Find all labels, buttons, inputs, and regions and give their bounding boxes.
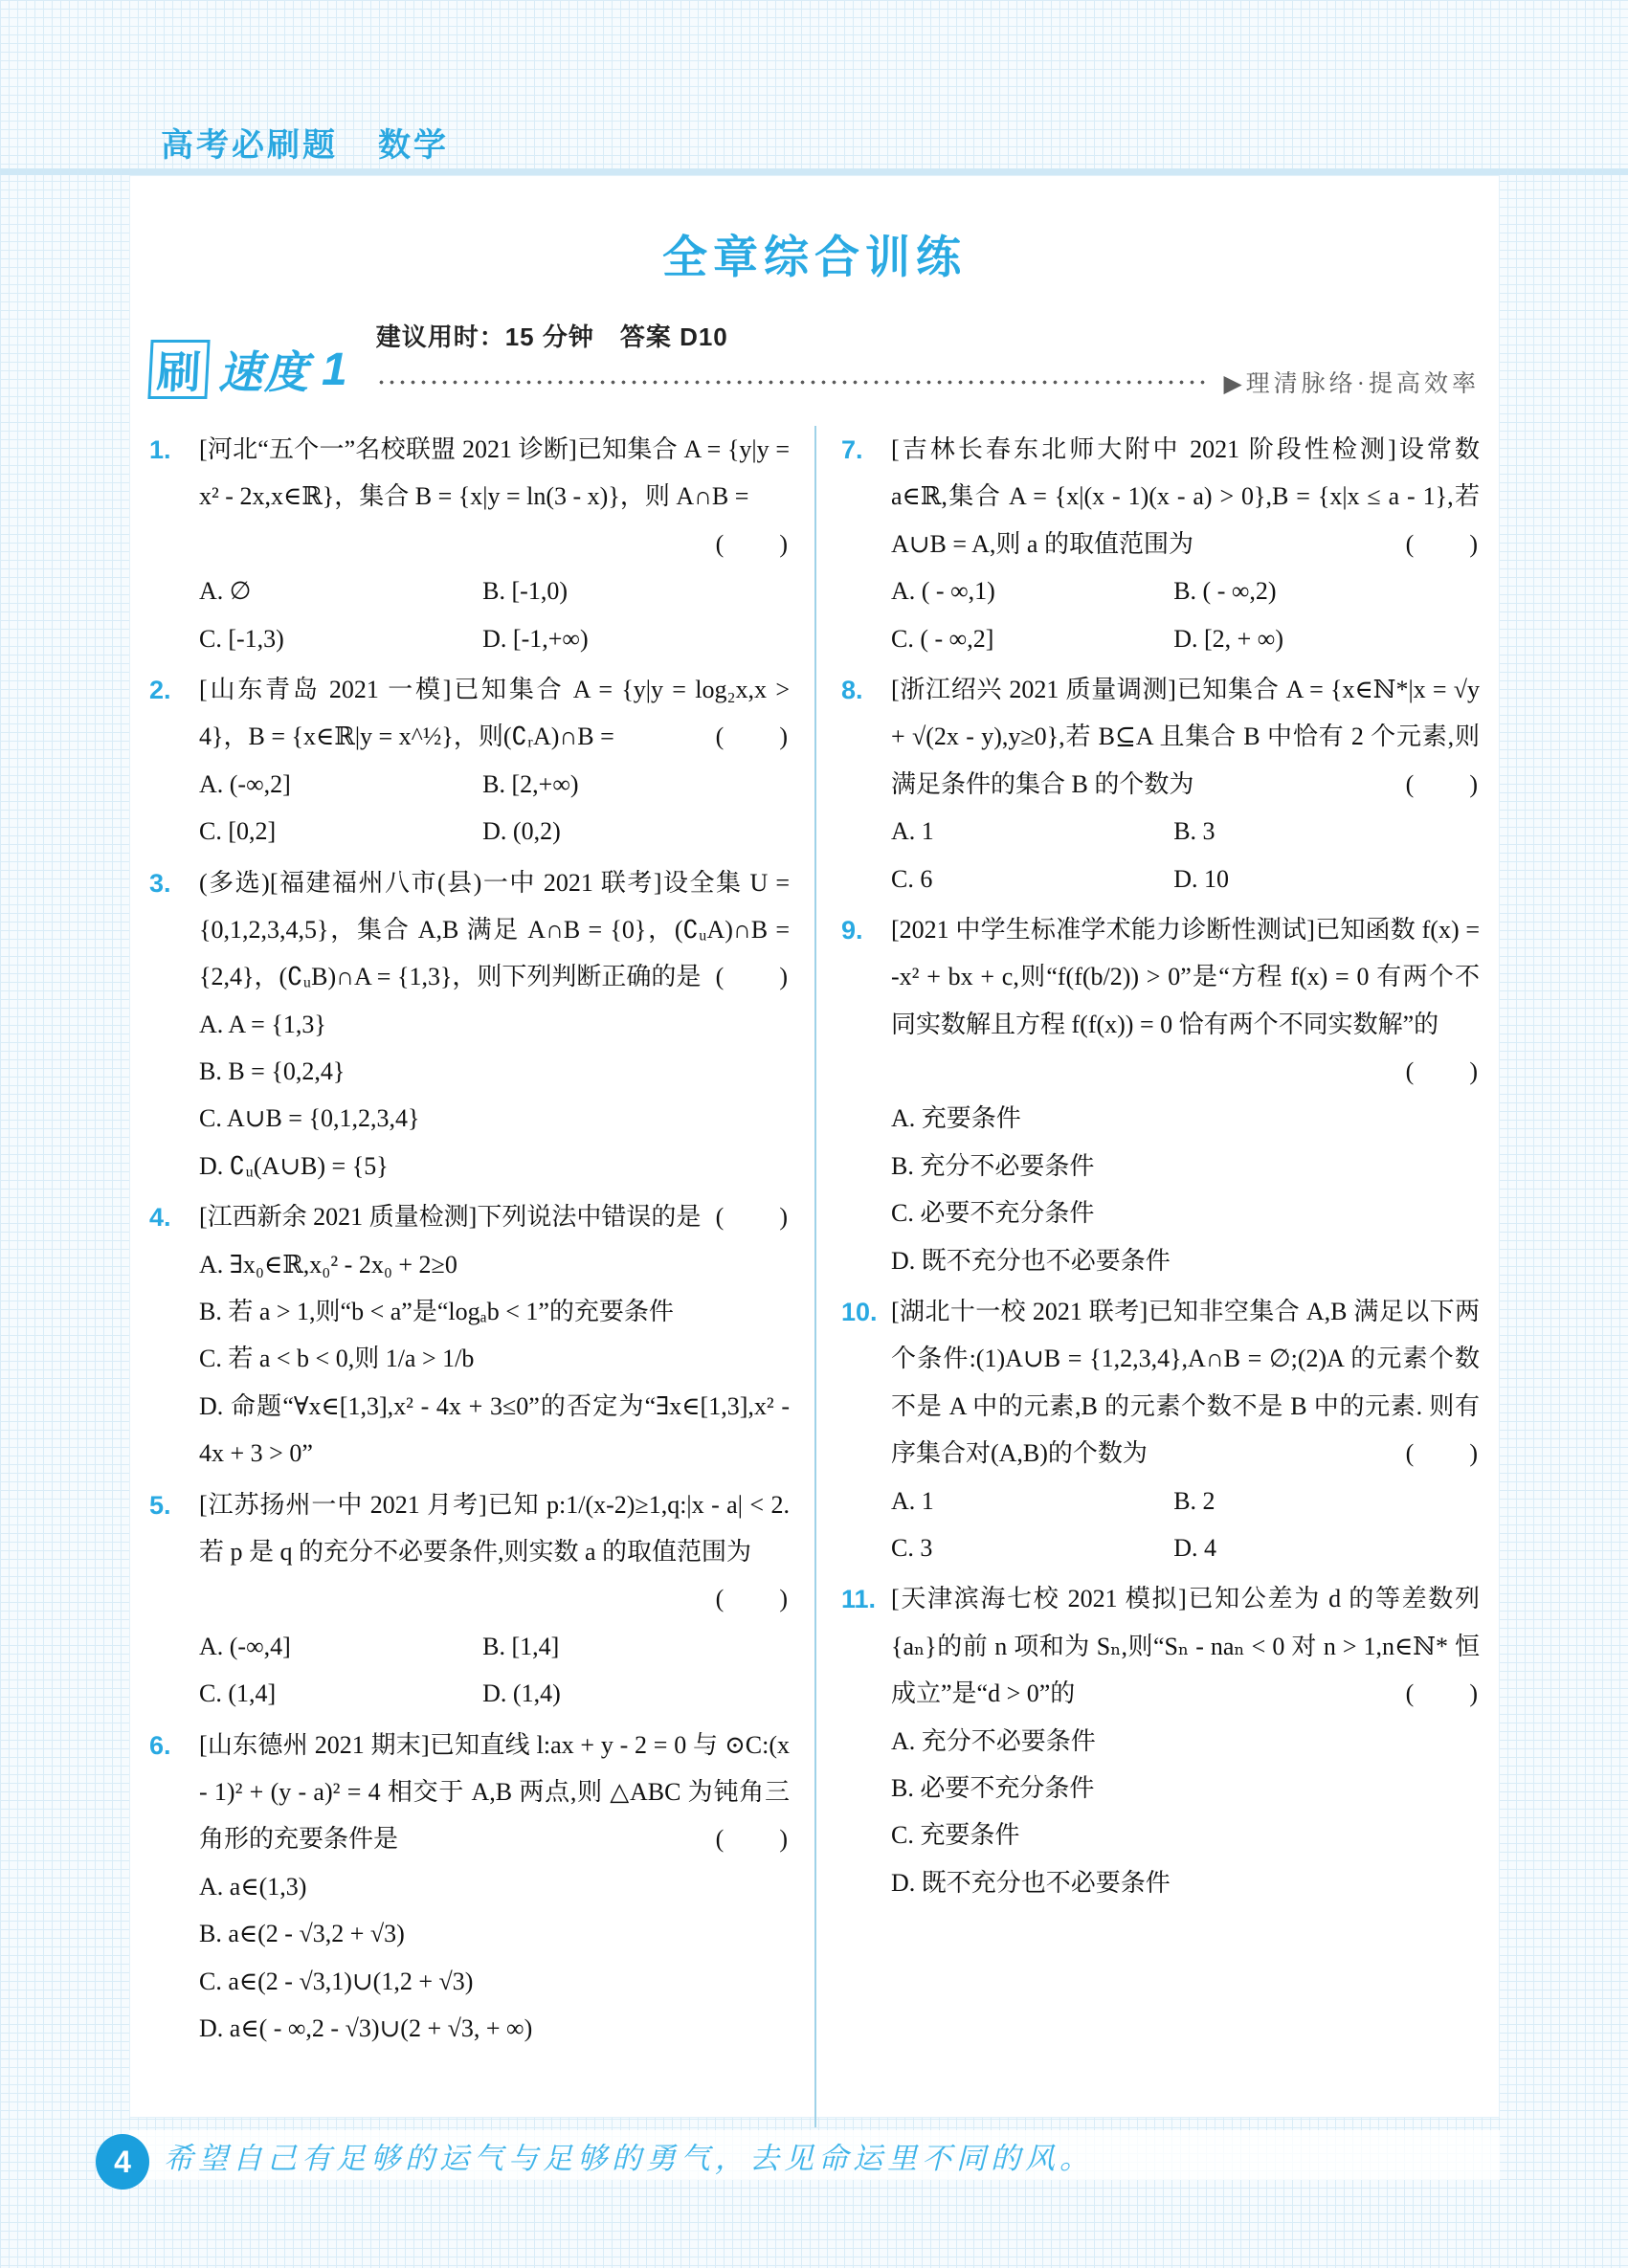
option-C: C. ( - ∞,2] xyxy=(891,624,994,653)
option-C: C. 必要不充分条件 xyxy=(891,1199,1095,1228)
option-B: B. [1,4] xyxy=(482,1632,560,1660)
page-number-badge: 4 xyxy=(96,2134,149,2190)
badge-label: 速度 xyxy=(218,347,310,397)
answer-paren: ( ) xyxy=(715,529,790,558)
option-A: A. 1 xyxy=(891,1486,934,1515)
option-B: B. 必要不充分条件 xyxy=(891,1773,1095,1802)
problem-body xyxy=(199,1722,790,2053)
option-B: B. 2 xyxy=(1173,1486,1215,1515)
answer-paren: ( ) xyxy=(1405,1679,1480,1708)
badge-number: 1 xyxy=(322,344,347,395)
option-A: A. A = {1,3} xyxy=(199,1010,326,1038)
option-D: D. 既不充分也不必要条件 xyxy=(891,1246,1171,1275)
section-slogan: ▶理清脉络·提高效率 xyxy=(1223,371,1480,397)
option-B: B. [2,+∞) xyxy=(482,769,579,798)
answer-paren: ( ) xyxy=(1405,529,1480,558)
option-C: C. A∪B = {0,1,2,3,4} xyxy=(199,1104,420,1133)
problem-body xyxy=(891,1575,1480,1906)
problem-stem: [山东德州 2021 期末]已知直线 l:ax + y - 2 = 0 与 ⊙C:(x - 1)² + (y - a)² = 4 相交于 A,B 两点,则 △ABC 为钝角三角形的充要条件是 ( ) xyxy=(199,1722,790,1863)
header-rule xyxy=(0,168,1628,175)
problem-options xyxy=(891,1095,1480,1284)
problem-number: 1. xyxy=(149,435,171,464)
problem-options xyxy=(891,567,1480,662)
content-sheet xyxy=(129,175,1500,2118)
problem-number: 9. xyxy=(841,915,863,945)
problem-number: 3. xyxy=(149,868,171,898)
option-D: D. 10 xyxy=(1173,864,1229,893)
problem-stem: [浙江绍兴 2021 质量调测]已知集合 A = {x∈ℕ*|x = √y + √(2x - y),y≥0},若 B⊆A 且集合 B 中恰有 2 个元素,则满足条件的集合 B 的个数为 ( ) xyxy=(891,666,1480,808)
problem xyxy=(841,666,1480,902)
answer-paren: ( ) xyxy=(1405,1439,1480,1468)
problem-number: 11. xyxy=(841,1585,877,1614)
section-meta xyxy=(376,318,1480,401)
problem-stem: (多选)[福建福州八市(县)一中 2021 联考]设全集 U = {0,1,2,3,4,5}，集合 A,B 满足 A∩B = {0}，(∁ᵤA)∩B = {2,4}，(∁ᵤB)∩A = {1,3}，则下列判断正确的是 ( ) xyxy=(199,859,790,1001)
answer-paren: ( ) xyxy=(715,723,790,751)
option-D: D. 既不充分也不必要条件 xyxy=(891,1868,1171,1897)
option-D: D. ∁ᵤ(A∪B) = {5} xyxy=(199,1151,389,1180)
problem-stem: [山东青岛 2021 一模]已知集合 A = {y|y = log₂x,x > 4}，B = {x∈ℝ|y = x^½}，则(∁ᵣA)∩B = ( ) xyxy=(199,666,790,761)
problem xyxy=(841,1288,1480,1571)
dotted-rule-row xyxy=(376,365,1480,399)
problem-options xyxy=(891,808,1480,902)
answer-paren: ( ) xyxy=(1405,1057,1480,1086)
problem-number: 5. xyxy=(149,1490,171,1520)
option-C: C. 6 xyxy=(891,864,933,893)
footer-quote: 希望自己有足够的运气与足够的勇气，去见命运里不同的风。 xyxy=(164,2141,1094,2175)
option-A: A. ∃x₀∈ℝ,x₀² - 2x₀ + 2≥0 xyxy=(199,1250,457,1279)
option-B: B. ( - ∞,2) xyxy=(1173,577,1277,606)
problem-number: 6. xyxy=(149,1730,171,1760)
problem-stem: [江西新余 2021 质量检测]下列说法中错误的是 ( ) xyxy=(199,1193,790,1240)
problem-options xyxy=(891,1478,1480,1572)
answer-paren: ( ) xyxy=(715,1203,790,1232)
dotted-line xyxy=(376,380,1209,385)
problem-number: 4. xyxy=(149,1203,171,1233)
option-A: A. ( - ∞,1) xyxy=(891,577,995,606)
brand-subject: 数学 xyxy=(378,127,449,164)
option-C: C. (1,4] xyxy=(199,1679,277,1708)
problem-body xyxy=(199,426,790,662)
problem-number: 2. xyxy=(149,675,171,704)
option-B: B. 3 xyxy=(1173,817,1215,846)
answer-paren: ( ) xyxy=(1405,769,1480,798)
page-title: 全章综合训练 xyxy=(662,232,967,282)
problem-stem: [天津滨海七校 2021 模拟]已知公差为 d 的等差数列{aₙ}的前 n 项和为 Sₙ,则“Sₙ - naₙ < 0 对 n > 1,n∈ℕ* 恒成立”是“d > 0”的 ( ) xyxy=(891,1575,1480,1717)
column-left xyxy=(149,426,814,2127)
problem-stem: [河北“五个一”名校联盟 2021 诊断]已知集合 A = {y|y = x² - 2x,x∈ℝ}，集合 B = {x|y = ln(3 - x)}，则 A∩B = ( ) xyxy=(199,426,790,567)
problem-options xyxy=(199,1241,790,1478)
problem-number: 10. xyxy=(841,1298,878,1327)
problem xyxy=(149,666,790,856)
option-D: D. [-1,+∞) xyxy=(482,624,589,653)
option-C: C. 充要条件 xyxy=(891,1821,1020,1850)
page-header-brand xyxy=(161,119,449,166)
option-A: A. (-∞,4] xyxy=(199,1632,291,1660)
problem-options xyxy=(199,1863,790,2053)
problem-number: 8. xyxy=(841,675,863,704)
section-badge xyxy=(149,338,347,401)
problem xyxy=(149,1193,790,1477)
option-D: D. 命题“∀x∈[1,3],x² - 4x + 3≤0”的否定为“∃x∈[1,3],x² - 4x + 3 > 0” xyxy=(199,1391,790,1468)
problem-options xyxy=(199,1623,790,1718)
option-C: C. [0,2] xyxy=(199,817,277,846)
column-right xyxy=(814,426,1480,2127)
problem-body xyxy=(891,666,1480,902)
answer-paren: ( ) xyxy=(715,1585,790,1613)
option-A: A. 1 xyxy=(891,817,934,846)
problem-options xyxy=(199,761,790,856)
option-D: D. [2, + ∞) xyxy=(1173,624,1283,653)
option-C: C. a∈(2 - √3,1)∪(1,2 + √3) xyxy=(199,1967,474,1995)
option-B: B. a∈(2 - √3,2 + √3) xyxy=(199,1920,405,1948)
problem-stem: [江苏扬州一中 2021 月考]已知 p:1/(x-2)≥1,q:|x - a| < 2. 若 p 是 q 的充分不必要条件,则实数 a 的取值范围为 ( ) xyxy=(199,1481,790,1623)
problem-options xyxy=(199,567,790,662)
option-B: B. B = {0,2,4} xyxy=(199,1057,346,1086)
problem-options xyxy=(891,1718,1480,1907)
problem-columns xyxy=(149,426,1480,2127)
option-D: D. 4 xyxy=(1173,1533,1216,1562)
problem xyxy=(841,426,1480,662)
answer-paren: ( ) xyxy=(715,1825,790,1854)
problem xyxy=(149,1722,790,2053)
problem-body xyxy=(199,666,790,856)
problem-body xyxy=(891,1288,1480,1571)
problem-stem: [吉林长春东北师大附中 2021 阶段性检测]设常数 a∈ℝ,集合 A = {x|(x - 1)(x - a) > 0},B = {x|x ≤ a - 1},若 A∪B = A,则 a 的取值范围为 ( ) xyxy=(891,426,1480,567)
option-C: C. 若 a < b < 0,则 1/a > 1/b xyxy=(199,1345,475,1373)
section-header xyxy=(149,322,1480,401)
problem-body xyxy=(891,426,1480,662)
answer-paren: ( ) xyxy=(715,963,790,991)
option-A: A. 充分不必要条件 xyxy=(891,1726,1096,1755)
brand-title: 高考必刷题 xyxy=(161,127,338,164)
option-D: D. a∈( - ∞,2 - √3)∪(2 + √3, + ∞) xyxy=(199,2013,533,2042)
option-D: D. (1,4) xyxy=(482,1679,561,1708)
problem-body xyxy=(199,1193,790,1477)
option-A: A. (-∞,2] xyxy=(199,769,291,798)
option-A: A. 充要条件 xyxy=(891,1104,1021,1133)
problem-body xyxy=(199,859,790,1190)
problem-stem: [湖北十一校 2021 联考]已知非空集合 A,B 满足以下两个条件:(1)A∪B = {1,2,3,4},A∩B = ∅;(2)A 的元素个数不是 A 中的元素,B 的元素个数不是 B 中的元素. 则有序集合对(A,B)的个数为 ( ) xyxy=(891,1288,1480,1478)
problem xyxy=(149,859,790,1190)
problem-options xyxy=(199,1001,790,1190)
option-A: A. ∅ xyxy=(199,577,252,606)
option-B: B. 充分不必要条件 xyxy=(891,1151,1095,1180)
option-C: C. [-1,3) xyxy=(199,624,284,653)
problem-body xyxy=(891,906,1480,1284)
problem xyxy=(149,1481,790,1718)
problem-stem: [2021 中学生标准学术能力诊断性测试]已知函数 f(x) = -x² + bx + c,则“f(f(b/2)) > 0”是“方程 f(x) = 0 有两个不同实数解且方程 f(f(x)) = 0 恰有两个不同实数解”的 ( ) xyxy=(891,906,1480,1096)
option-B: B. 若 a > 1,则“b < a”是“logₐb < 1”的充要条件 xyxy=(199,1298,674,1326)
meta-text: 建议用时：15 分钟 答案 D10 xyxy=(375,322,728,351)
option-D: D. (0,2) xyxy=(482,817,561,846)
option-C: C. 3 xyxy=(891,1533,933,1562)
problem xyxy=(841,1575,1480,1906)
option-B: B. [-1,0) xyxy=(482,577,568,606)
option-A: A. a∈(1,3) xyxy=(199,1872,307,1901)
shua-badge-icon: 刷 xyxy=(147,340,210,399)
footer-quote-band xyxy=(129,2130,1500,2180)
problem-body xyxy=(199,1481,790,1718)
problem xyxy=(149,426,790,662)
problem xyxy=(841,906,1480,1284)
problem-number: 7. xyxy=(841,435,863,464)
